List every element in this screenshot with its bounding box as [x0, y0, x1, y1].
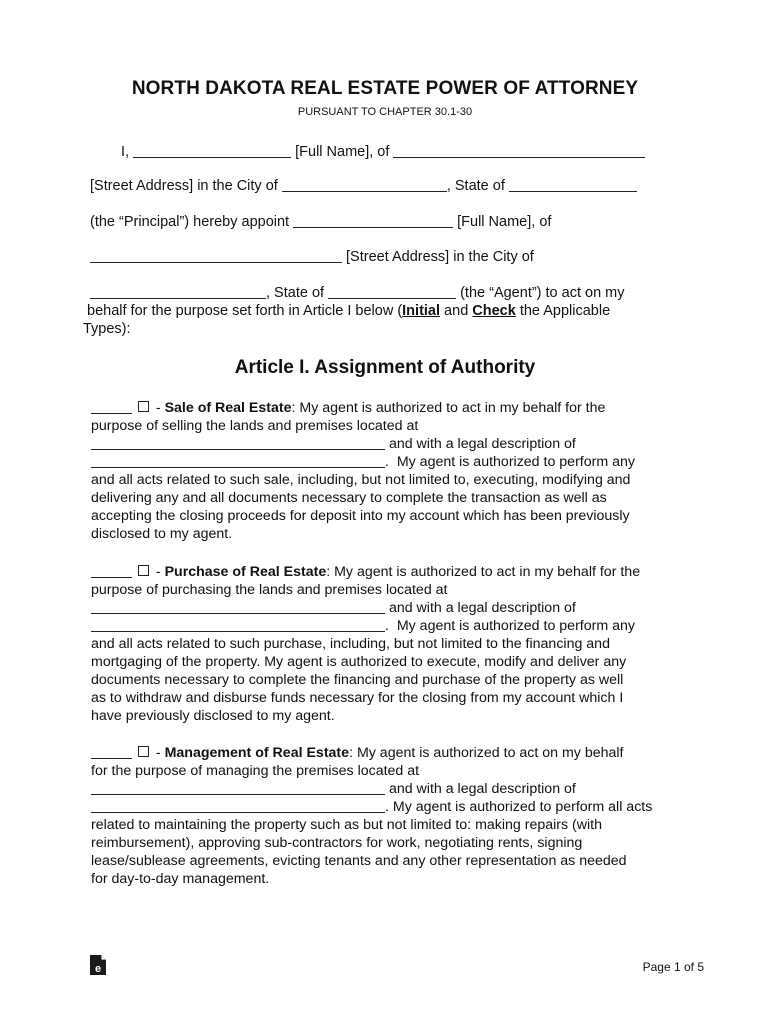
intro-text: , State of	[446, 178, 509, 194]
principal-address-blank[interactable]	[393, 144, 645, 158]
section-line: and all acts related to such sale, including, but not limited to, executing, modifying and	[91, 472, 631, 488]
section-line: for day-to-day management.	[91, 871, 270, 887]
intro-text: [Street Address] in the City of	[90, 178, 282, 194]
intro-line-3	[90, 213, 551, 231]
legal-description-blank[interactable]	[91, 454, 385, 468]
intro-text: [Street Address] in the City of	[342, 249, 534, 265]
legal-description-blank[interactable]	[91, 618, 385, 632]
section-line	[91, 617, 691, 635]
intro-text: I,	[121, 144, 134, 160]
section-first-line	[91, 399, 691, 417]
section-text: . My agent is authorized to perform any	[385, 618, 635, 634]
agent-address-blank[interactable]	[90, 249, 342, 263]
agent-state-blank[interactable]	[328, 285, 456, 299]
section-first-line	[91, 563, 691, 581]
section-sale	[91, 399, 691, 543]
section-text: . My agent is authorized to perform all acts	[385, 799, 653, 815]
section-line	[91, 599, 691, 617]
intro-text: (the “Principal”) hereby appoint	[90, 214, 294, 230]
section-text: : My agent is authorized to act on my behalf	[349, 745, 624, 761]
location-blank[interactable]	[91, 600, 385, 614]
principal-city-blank[interactable]	[282, 178, 447, 192]
section-text: and with a legal description of	[385, 781, 576, 797]
intro-line-6	[87, 302, 610, 320]
section-line: and all acts related to such purchase, including, but not limited to the financing and	[91, 636, 610, 652]
eforms-logo-icon	[90, 955, 106, 975]
section-line: related to maintaining the property such as but not limited to: making repairs (with	[91, 817, 603, 833]
dash: -	[151, 400, 165, 416]
section-line: mortgaging of the property. My agent is authorized to execute, modify and deliver any	[91, 654, 627, 670]
intro-text: the Applicable	[515, 303, 611, 319]
intro-text: [Full Name], of	[291, 144, 394, 160]
section-line	[91, 453, 691, 471]
intro-text: (the “Agent”) to act on my	[456, 285, 625, 301]
dash: -	[151, 745, 165, 761]
agent-name-blank[interactable]	[293, 214, 453, 228]
section-line: disclosed to my agent.	[91, 526, 233, 542]
section-first-line	[91, 744, 691, 762]
section-line: reimbursement), approving sub-contractors for work, negotiating rents, signing	[91, 835, 583, 851]
intro-line-2	[90, 177, 637, 195]
intro-line-4	[90, 248, 534, 266]
document-subtitle: PURSUANT TO CHAPTER 30.1-30	[297, 106, 473, 118]
section-line: purpose of purchasing the lands and premises located at	[91, 582, 448, 598]
section-line: as to withdraw and disburse funds necessary for the closing from my account which I	[91, 690, 624, 706]
section-line	[91, 780, 691, 798]
initial-blank[interactable]	[91, 564, 132, 578]
location-blank[interactable]	[91, 436, 385, 450]
section-line: accepting the closing proceeds for deposit into my account which has been previously	[91, 508, 630, 524]
section-line: documents necessary to complete the financing and purchase of the property as well	[91, 672, 624, 688]
intro-line-5	[90, 284, 625, 302]
intro-line-7: Types):	[83, 321, 131, 337]
section-line: have previously disclosed to my agent.	[91, 708, 335, 724]
agent-city-blank[interactable]	[90, 285, 266, 299]
intro-text: , State of	[266, 285, 329, 301]
checkbox[interactable]	[138, 746, 149, 757]
section-purchase	[91, 563, 691, 725]
section-name: Sale of Real Estate	[164, 400, 292, 416]
section-name: Purchase of Real Estate	[164, 564, 327, 580]
document-title: NORTH DAKOTA REAL ESTATE POWER OF ATTORNEY	[131, 78, 639, 99]
principal-state-blank[interactable]	[509, 178, 637, 192]
section-text: and with a legal description of	[385, 436, 576, 452]
initial-keyword: Initial	[402, 303, 441, 319]
legal-description-blank[interactable]	[91, 799, 385, 813]
initial-blank[interactable]	[91, 400, 132, 414]
section-line: for the purpose of managing the premises located at	[91, 763, 420, 779]
svg-text:e: e	[94, 963, 102, 975]
section-line: lease/sublease agreements, evicting tenants and any other representation as needed	[91, 853, 627, 869]
article-heading: Article I. Assignment of Authority	[234, 357, 536, 378]
intro-text: and	[440, 303, 473, 319]
section-line: delivering any and all documents necessary to complete the transaction as well as	[91, 490, 607, 506]
location-blank[interactable]	[91, 781, 385, 795]
section-line	[91, 435, 691, 453]
page-number: Page 1 of 5	[642, 960, 704, 974]
section-text: and with a legal description of	[385, 600, 576, 616]
intro-text: behalf for the purpose set forth in Article I below (	[87, 303, 403, 319]
check-keyword: Check	[472, 303, 516, 319]
dash: -	[151, 564, 165, 580]
section-name: Management of Real Estate	[164, 745, 350, 761]
section-text: . My agent is authorized to perform any	[385, 454, 635, 470]
checkbox[interactable]	[138, 401, 149, 412]
initial-blank[interactable]	[91, 745, 132, 759]
section-line	[91, 798, 691, 816]
intro-text: [Full Name], of	[453, 214, 552, 230]
section-text: : My agent is authorized to act in my behalf for the	[326, 564, 641, 580]
section-management	[91, 744, 691, 888]
section-text: : My agent is authorized to act in my behalf for the	[291, 400, 606, 416]
principal-name-blank[interactable]	[133, 144, 291, 158]
intro-line-1	[121, 143, 645, 161]
checkbox[interactable]	[138, 565, 149, 576]
section-line: purpose of selling the lands and premises located at	[91, 418, 419, 434]
